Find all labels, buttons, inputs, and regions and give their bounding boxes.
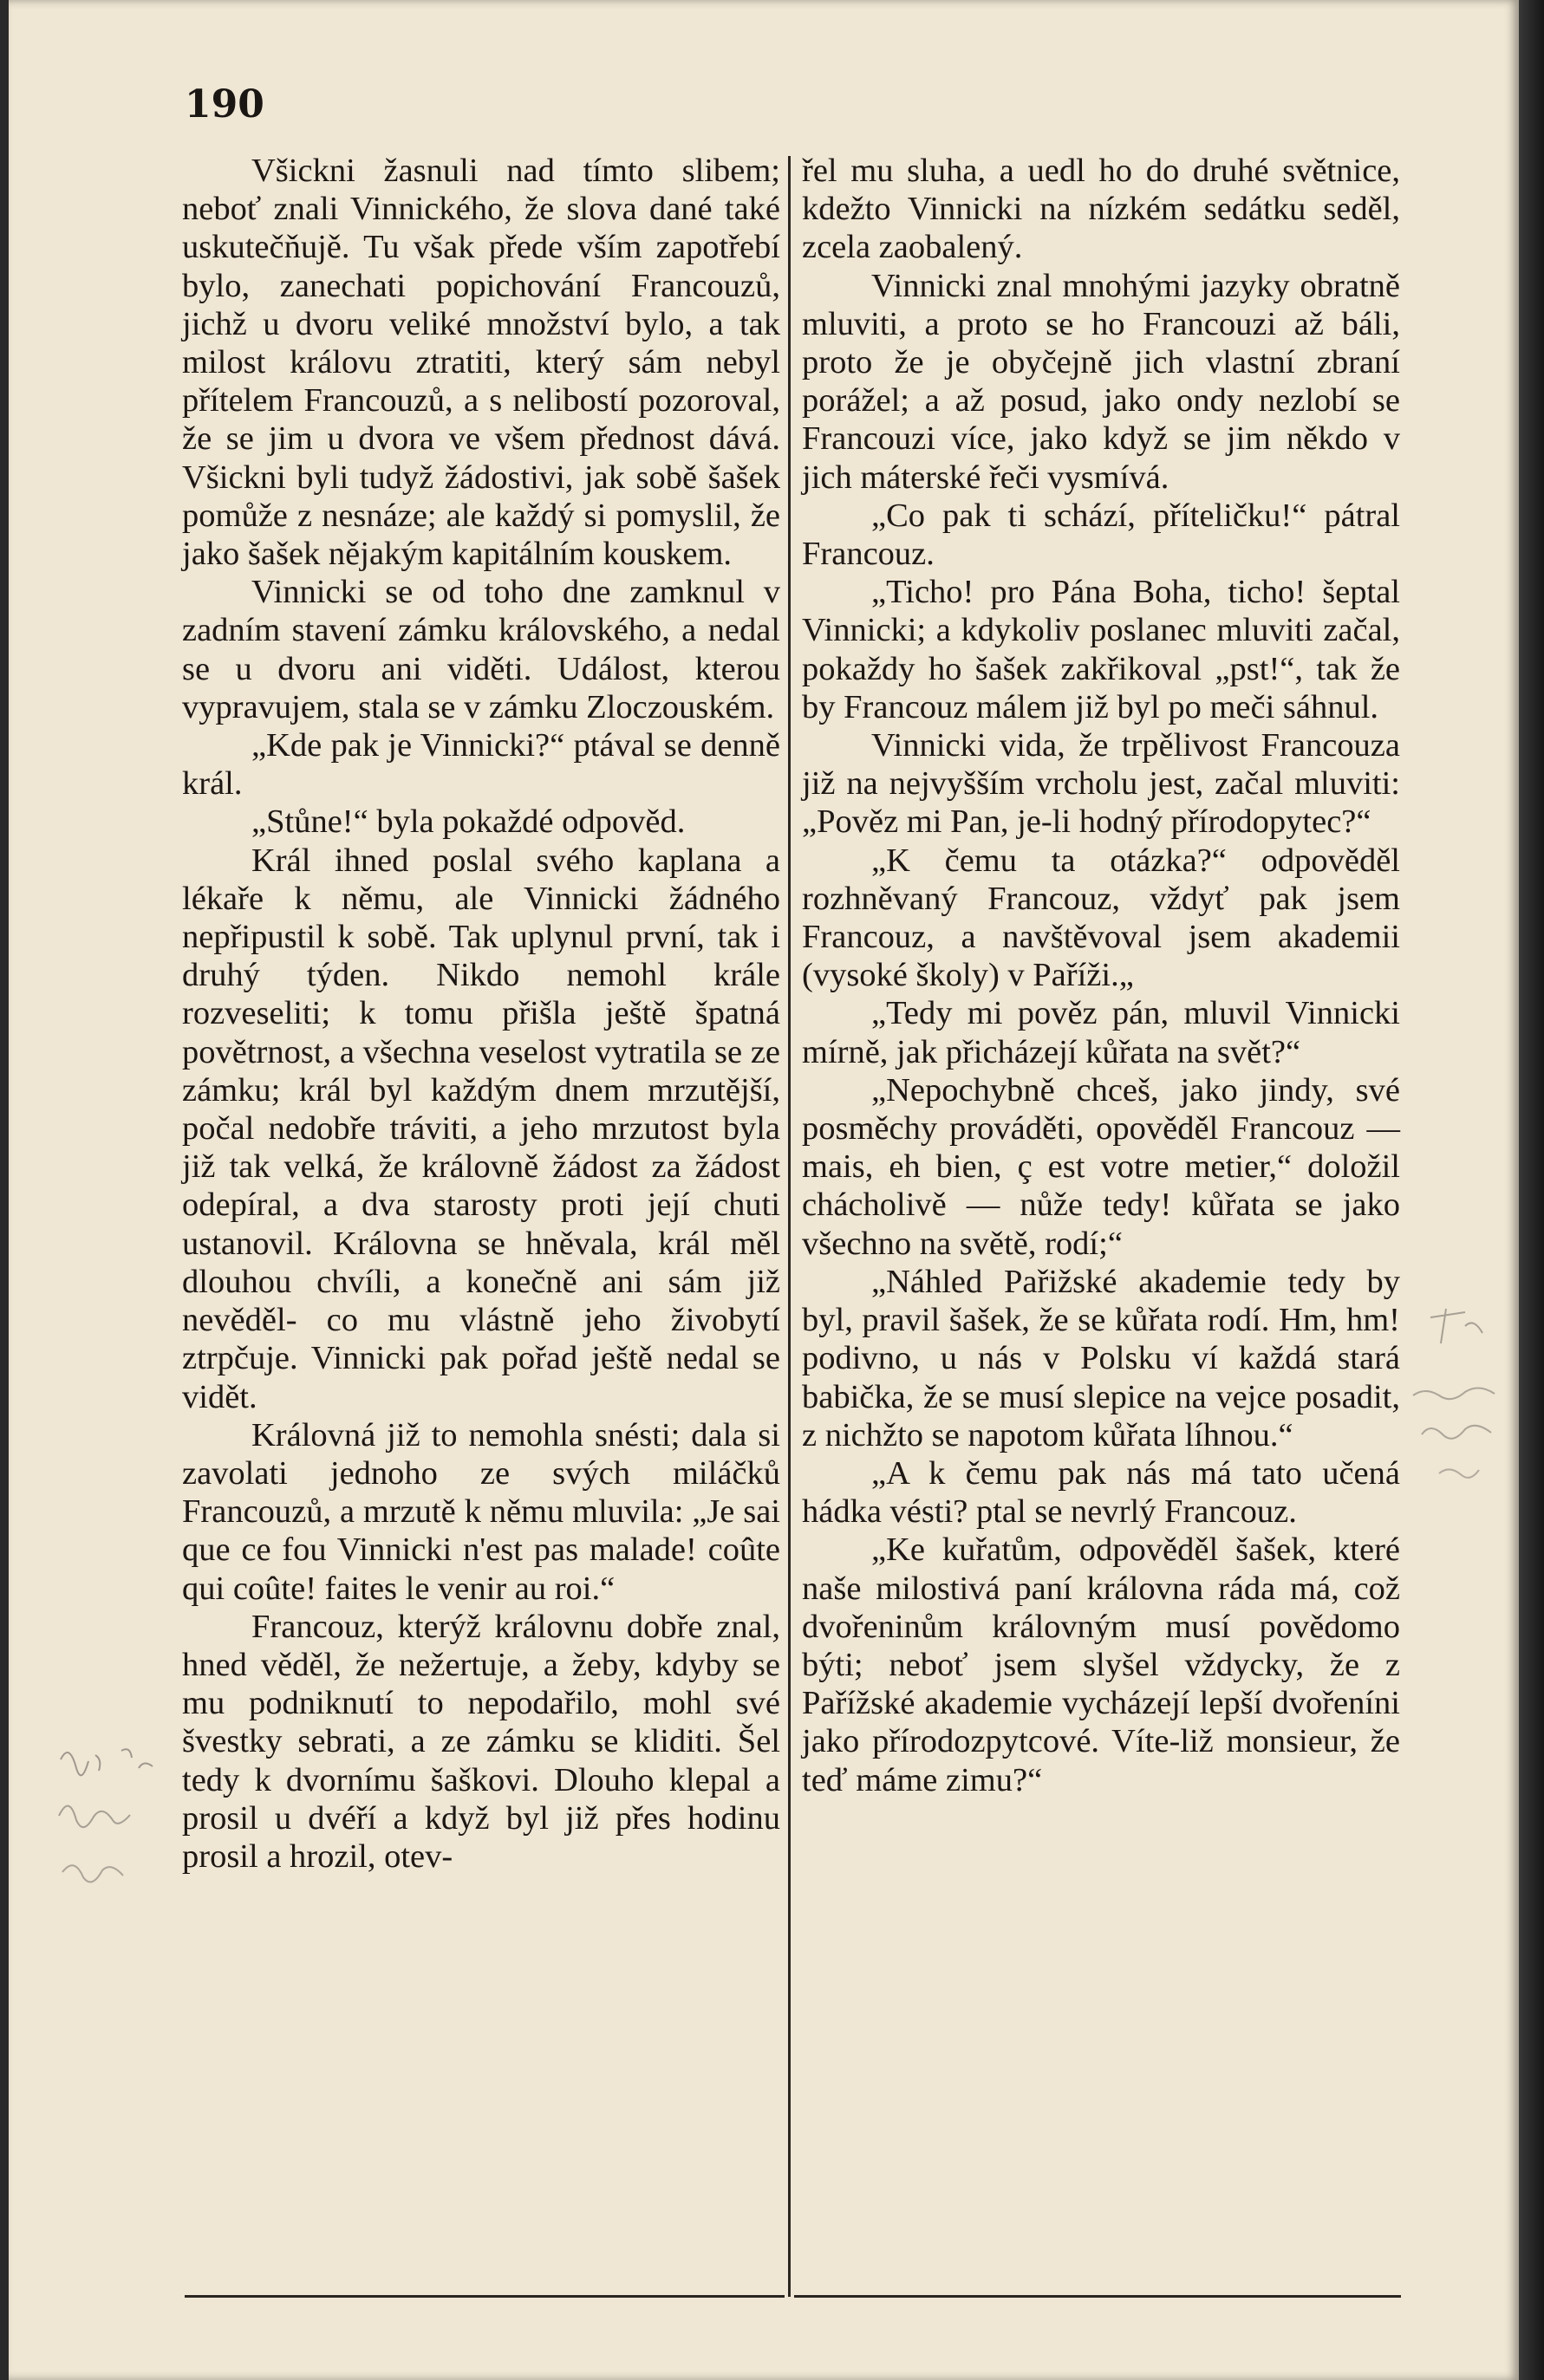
margin-pencil-scribble-right	[1404, 1291, 1508, 1482]
page-number: 190	[185, 82, 264, 127]
paragraph: Vinnicki vida, že trpělivost Francouza již na nejvyšším vrcholu jest, začal mluviti: „Pověz mi Pan, je-li hodný přírodopytec?“	[802, 727, 1400, 841]
paragraph-continuation: řel mu sluha, a uedl ho do druhé světnice, kdežto Vinnicki na nízkém sedátku seděl, zcela zaobalený.	[802, 153, 1400, 266]
paragraph: „Ke kuřatům, odpověděl šašek, které naše milostivá paní královna ráda má, což dvořeninům královným musí povědomo býti; neboť jsem slyšel vždycky, že z Pařížské akademie vycházejí lepší dvořeníni jako přírodozpytcové. Víte-liž monsieur, že teď máme zimu?“	[802, 1531, 1400, 1798]
paragraph: Královná již to nemohla snésti; dala si zavolati jednoho ze svých miláčků Francouzů, a mrzutě k němu mluvila: „Je sai que ce fou Vinnicki n'est pas malade! coûte qui coûte! faites le venir au roi.“	[182, 1416, 780, 1607]
paragraph: „Kde pak je Vinnicki?“ ptával se denně král.	[182, 727, 780, 803]
paragraph: Francouz, kterýž královnu dobře znal, hned věděl, že nežertuje, a žeby, kdyby se mu podniknutí to nepodařilo, mohl své švestky sebrati, a ze zámku se kliditi. Šel tedy k dvornímu šaškovi. Dlouho klepal a prosil u dvéří a když byl již přes hodinu prosil a hrozil, otev-	[182, 1608, 780, 1875]
paragraph: „Co pak ti schází, příteličku!“ pátral Francouz.	[802, 497, 1400, 573]
column-divider	[788, 156, 791, 2297]
paragraph: „A k čemu pak nás má tato učená hádka vésti? ptal se nevrlý Francouz.	[802, 1454, 1400, 1531]
paragraph: „Náhled Pařižské akademie tedy by byl, pravil šašek, že se kůřata rodí. Hm, hm! podivno, u nás v Polsku ví každá stará babička, že se musí slepice na vejce posadit, z nichžto se napotom kůřata líhnou.“	[802, 1263, 1400, 1453]
paragraph: „Stůne!“ byla pokaždé odpověd.	[251, 803, 686, 841]
bottom-rule-left	[185, 2295, 785, 2298]
paragraph: „Ticho! pro Pána Boha, ticho! šeptal Vinnicki; a kdykoliv poslanec mluviti začal, pokaždy ho šašek zakřikoval „pst!“, tak že by Francouz málem již byl po meči sáhnul.	[802, 574, 1400, 725]
paragraph: Vinnicki znal mnohými jazyky obratně mluviti, a proto se ho Francouzi až báli, proto že je obyčejně jich vlastní zbraní porážel; a až posud, jako ondy nezlobí se Francouzi více, jako když se jim někdo v jich máterské řeči vysmívá.	[802, 267, 1400, 496]
paragraph: Král ihned poslal svého kaplana a lékaře k němu, ale Vinnicki žádného nepřipustil k sobě. Tak uplynul první, tak i druhý týden. Nikdo nemohl krále rozveseliti; k tomu přišla ještě špatná povětrnost, a všechna veselost vytratila se ze zámku; král byl každým dnem mrzutější, počal nedobře tráviti, a jeho mrzutost byla již tak velká, že královně žádost za žádost odepíral, a dva starosty proti její chuti ustanovil. Královna se hněvala, král měl dlouhou chvíli, a konečně ani sám již nevěděl- co mu vlástně jeho živobytí ztrpčuje. Vinnicki pak pořad ještě nedal se vidět.	[182, 842, 780, 1415]
right-text-column	[802, 152, 1400, 2292]
paragraph: „Tedy mi pověz pán, mluvil Vinnicki mírně, jak přicházejí kůřata na svět?“	[802, 995, 1400, 1070]
paragraph: Vinnicki se od toho dne zamknul v zadním stavení zámku královského, a nedal se u dvoru ani viděti. Událost, kterou vypravujem, stala se v zámku Zloczouském.	[182, 574, 780, 725]
bottom-rule-right	[794, 2295, 1401, 2298]
paragraph: Všickni žasnuli nad tímto slibem; neboť znali Vinnického, že slova dané také uskutečňujě. Tu však přede vším zapotřebí bylo, zanechati popichování Francouzů, jichž u dvoru veliké množství bylo, a tak milost královu ztratiti, který sám nebyl přítelem Francouzů, a s nelibostí pozoroval, že se jim u dvora ve všem přednost dává. Všickni byli tudyž žádostivi, jak sobě šašek pomůže z nesnáze; ale každý si pomyslil, že jako šašek nějakým kapitálním kouskem.	[182, 153, 780, 573]
paragraph: „Nepochybně chceš, jako jindy, své posměchy prováděti, opověděl Francouz — mais, eh bien, ç est votre metier,“ doložil chácholivě — nůže tedy! kůřata se jako všechno na světě, rodí;“	[802, 1071, 1400, 1262]
book-page	[9, 0, 1519, 2380]
paragraph: „K čemu ta otázka?“ odpověděl rozhněvaný Francouz, vždyť pak jsem Francouz, a navštěvoval jsem akademii (vysoké školy) v Paříži.„	[802, 842, 1400, 994]
margin-pencil-scribble-left	[43, 1733, 182, 1924]
left-text-column	[182, 152, 780, 2292]
